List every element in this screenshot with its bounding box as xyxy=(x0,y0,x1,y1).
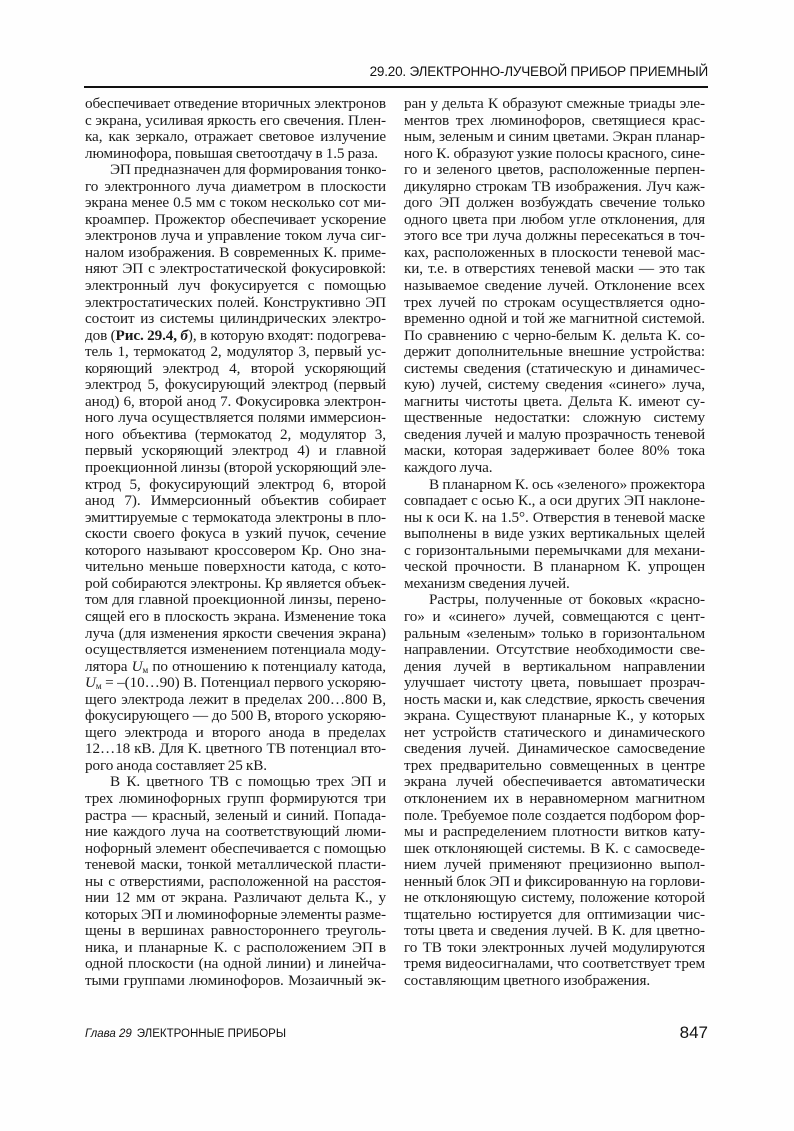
text-line: кроампер. Прожектор обеспечивает ускорение xyxy=(85,210,386,228)
text-line: с горизонтальными перемычками для механи- xyxy=(404,541,705,559)
text-line: обеспечивает отведение вторичных электронов xyxy=(85,95,386,112)
text-line: не отклоняющую систему, положение которой xyxy=(404,889,705,907)
text-line: совпадает с осью К., а оси других ЭП наклоне- xyxy=(404,492,705,510)
text-line: экрана лучей обеспечивается автоматически xyxy=(404,773,705,791)
text-line: коряющий электрод 4, второй ускоряющий xyxy=(85,359,386,377)
text-line: первый ускоряющий электрод 4) и главной xyxy=(85,442,386,460)
text-line: го ТВ токи электронных лучей модулируются xyxy=(404,938,705,956)
text-line: ным, зеленым и синим цветами. Экран планар- xyxy=(404,128,705,146)
text-line: держит дополнительные внешние устройства: xyxy=(404,343,705,361)
text-line: тоты цвета и сведения лучей. В К. для цветно- xyxy=(404,922,705,940)
text-line: электронов луча и управление током луча сиг- xyxy=(85,227,386,245)
footer-chapter xyxy=(85,1028,286,1040)
text-line: В К. цветного ТВ с помощью трех ЭП и xyxy=(110,773,386,791)
text-line: $U_м$ = –(10…90) В. Потенциал первого ускоряю- xyxy=(85,674,386,692)
text-line: налом изображения. В современных К. приме- xyxy=(85,243,386,261)
right-text-column xyxy=(404,96,705,990)
text-line: дикулярно строкам ТВ изображения. Луч каж- xyxy=(404,177,705,195)
text-line: экрана менее 0.5 мм с током несколько сот ми- xyxy=(85,194,386,212)
text-line: электронный луч фокусируется с помощью xyxy=(85,277,386,295)
text-line: луча (для изменения яркости свечения экрана) xyxy=(85,624,386,642)
text-line: магниты чистоты цвета. Дельта К. имеют су- xyxy=(404,392,705,410)
text-line: дения лучей в вертикальном направлении xyxy=(404,657,705,675)
left-text-column xyxy=(85,96,386,990)
text-line: маски, которая задерживает более 80% тока xyxy=(404,442,705,460)
footer-chapter-label: Глава 29 xyxy=(85,1028,132,1040)
text-line: трех люминофорных групп формируются три xyxy=(85,789,386,807)
text-line: Растры, полученные от боковых «красно- xyxy=(429,591,705,609)
text-line: нофорный элемент обеспечивается с помощью xyxy=(85,839,386,857)
text-line: сведения лучей. Динамическое самосведение xyxy=(404,740,705,758)
text-line: отклонением их в неравномерном магнитном xyxy=(404,789,705,807)
text-line: ного К. образуют узкие полосы красного, сине- xyxy=(404,144,705,162)
text-line: люминофора, повышая светоотдачу в 1.5 раза. xyxy=(85,144,378,162)
text-line: ненный блок ЭП и фиксированную на горлови- xyxy=(404,872,705,890)
text-line: рого анода составляет 25 кВ. xyxy=(85,756,267,774)
header-rule xyxy=(84,86,708,88)
text-line: ктрод 5, фокусирующий электрод 6, второй xyxy=(85,475,386,493)
text-line: го и зеленого цветов, расположенные перпен- xyxy=(404,161,705,179)
text-line: том для главной проекционной линзы, перено- xyxy=(85,591,386,609)
text-line: анод 7). Иммерсионный объектив собирает xyxy=(85,492,386,510)
text-line: мы и распределением плотности витков кату- xyxy=(404,823,705,841)
text-line: фокусирующего — до 500 В, второго ускоряю- xyxy=(85,707,386,725)
text-line: ного луча осуществляется полями иммерсион- xyxy=(85,409,386,427)
text-line: одного цвета при любом угле отклонения, для xyxy=(404,210,705,228)
text-line: скости своего фокуса в узкий пучок, сечение xyxy=(85,525,386,543)
text-line: проекционной линзы (второй ускоряющий эле- xyxy=(85,459,386,477)
text-line: дого ЭП должен возбуждать свечение только xyxy=(404,194,705,212)
text-line: называемое сведение лучей. Отклонение всех xyxy=(404,277,705,295)
text-line: этого все три луча должны пересекаться в точ- xyxy=(404,227,705,245)
text-line: трех лучей по строкам осуществляется одно- xyxy=(404,293,705,311)
text-line: дов (Рис. 29.4, б), в которую входят: подогрева- xyxy=(85,326,386,344)
text-line: тыми группами люминофоров. Мозаичный эк- xyxy=(85,971,386,989)
text-line: ЭП предназначен для формирования тонко- xyxy=(110,161,387,179)
text-line: ность маски и, как следствие, яркость свечения xyxy=(404,690,705,708)
text-line: ка, как зеркало, отражает световое излучение xyxy=(85,128,386,146)
text-line: которого называют кроссовером Кр. Оно зна- xyxy=(85,541,386,559)
text-line: улучшает чистоту цвета, повышает прозрач- xyxy=(404,674,705,692)
text-line: ны к оси К. на 1.5°. Отверстия в теневой маске xyxy=(404,508,705,526)
text-line: шек отклоняющей системы. В К. с самосведе- xyxy=(404,839,705,857)
text-line: одной плоскости (на одной линии) и линейча- xyxy=(85,955,386,973)
text-line: каждого луча. xyxy=(404,459,493,477)
text-line: ках, расположенных в плоскости теневой мас- xyxy=(404,243,705,261)
text-line: ны с отверстиями, расположенной на расстоя- xyxy=(85,872,386,890)
text-line: щего электрода и второго анода в пределах xyxy=(85,723,386,741)
text-line: электрод 5, фокусирующий электрод (первый xyxy=(85,376,386,394)
text-line: го электронного луча диаметром в плоскости xyxy=(85,177,386,195)
text-line: щего электрода лежит в пределах 200…800 В, xyxy=(85,690,386,708)
text-line: го» и «синего» лучей, совмещаются с цент- xyxy=(404,607,705,625)
text-line: лятора $U_м$ по отношению к потенциалу катода, xyxy=(85,657,386,675)
text-line: теневой маски, тонкой металлической пласти- xyxy=(85,856,386,874)
page-number: 847 xyxy=(679,1023,708,1042)
text-line: ника, и планарные К. с расположением ЭП в xyxy=(85,938,386,956)
text-line: ного объектива (термокатод 2, модулятор 3, xyxy=(85,425,386,443)
text-line: которых ЭП и люминофорные элементы разме- xyxy=(85,905,386,923)
text-line: направлении. Отсутствие необходимости све- xyxy=(404,641,705,659)
text-line: эмиттируемые с термокатода электроны в пло- xyxy=(85,508,386,526)
text-line: ние каждого луча на соответствующий люми- xyxy=(85,823,386,841)
text-line: временно одной и той же магнитной системой. xyxy=(404,310,705,328)
text-line: ментов трех люминофоров, светящиеся крас- xyxy=(404,111,705,129)
text-line: составляющим цветного изображения. xyxy=(404,971,651,989)
text-line: сящей его в плоскость экрана. Изменение тока xyxy=(85,607,386,625)
text-line: выполнены в виде узких вертикальных щелей xyxy=(404,525,705,543)
text-line: нет устройств статического и динамического xyxy=(404,723,705,741)
text-line: тщательно юстируется для оптимизации чис- xyxy=(404,905,705,923)
text-line: нии 12 мм от экрана. Различают дельта К., у xyxy=(85,889,386,907)
text-line: сведения лучей и малую прозрачность теневой xyxy=(404,425,705,443)
text-line: электростатических полей. Конструктивно ЭП xyxy=(85,293,386,311)
text-line: трех предварительно совмещенных в центре xyxy=(404,756,705,774)
text-line: По сравнению с черно-белым К. дельта К. со- xyxy=(404,326,705,344)
text-line: с экрана, усиливая яркость его свечения. Плен- xyxy=(85,111,386,129)
text-line: няют ЭП с электростатической фокусировкой: xyxy=(85,260,386,278)
text-line: тель 1, термокатод 2, модулятор 3, первый ус- xyxy=(85,343,386,361)
text-line: чительно меньше поверхности катода, с кото- xyxy=(85,558,386,576)
text-line: ральным «зеленым» только в горизонтальном xyxy=(404,624,705,642)
text-line: ческой прочности. В планарном К. упрощен xyxy=(404,558,705,576)
text-line: кую) лучей, систему сведения «синего» луча, xyxy=(404,376,705,394)
text-line: поле. Требуемое поле создается подбором фор- xyxy=(404,806,705,824)
text-line: нием лучей применяют прецизионно выпол- xyxy=(404,856,705,874)
text-line: тремя видеосигналами, что соответствует трем xyxy=(404,955,705,973)
text-line: экрана. Существуют планарные К., у которых xyxy=(404,707,705,725)
text-line: В планарном К. ось «зеленого» прожектора xyxy=(429,475,705,493)
text-line: состоит из системы цилиндрических электро- xyxy=(85,310,386,328)
running-header-title: 29.20. ЭЛЕКТРОННО-ЛУЧЕВОЙ ПРИБОР ПРИЕМНЫЙ xyxy=(369,64,708,79)
text-line: растра — красный, зеленый и синий. Попада- xyxy=(85,806,386,824)
text-line: щественные недостатки: сложную систему xyxy=(404,409,705,427)
text-line: рой собираются электроны. Кр является объек- xyxy=(85,574,386,592)
text-line: механизм сведения лучей. xyxy=(404,574,570,592)
text-line: щены в вершинах равностороннего треуголь- xyxy=(85,922,386,940)
text-line: ки, т.е. в отверстиях теневой маски — это так xyxy=(404,260,705,278)
text-line: 12…18 кВ. Для К. цветного ТВ потенциал вто- xyxy=(85,740,386,758)
text-line: ран у дельта К образуют смежные триады эле- xyxy=(404,95,705,112)
footer-chapter-title: ЭЛЕКТРОННЫЕ ПРИБОРЫ xyxy=(136,1028,287,1040)
text-line: системы сведения (статическую и динамичес- xyxy=(404,359,705,377)
text-line: анод) 6, второй анод 7. Фокусировка электрон- xyxy=(85,392,386,410)
text-line: осуществляется изменением потенциала моду- xyxy=(85,641,386,659)
